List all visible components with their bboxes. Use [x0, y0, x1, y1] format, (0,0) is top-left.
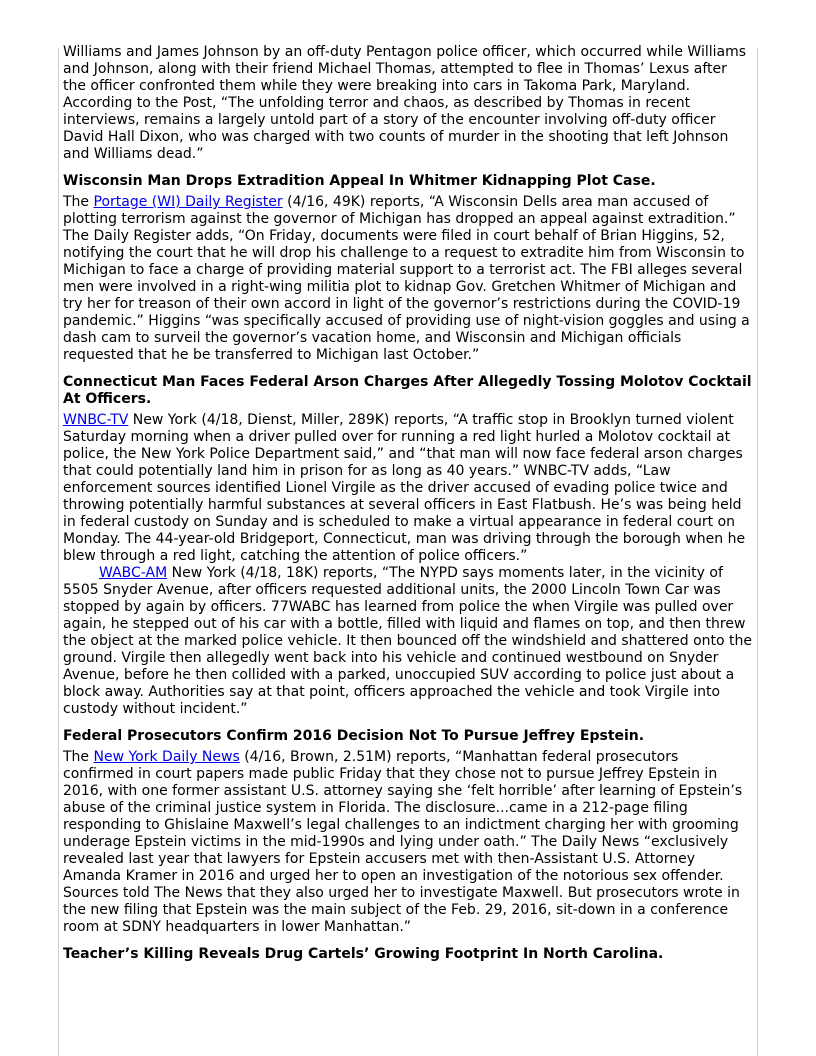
source-link[interactable]: WNBC-TV	[63, 412, 129, 428]
article-headline: Wisconsin Man Drops Extradition Appeal In Whitmer Kidnapping Plot Case.	[63, 173, 656, 189]
body-text: (4/16, 49K) reports, “A Wisconsin Dells area man accused of plotting terrorism against the governor of Michigan has dropped an appeal against extradition.” The Daily Register adds, “On Friday, documents were filed in court behalf of Brian Higgins, 52, notifying the court that he will drop his challenge to a request to extradite him from Wisconsin to Michigan to face a charge of providing material support to a terrorist act. The FBI alleges several men were involved in a right-wing militia plot to kidnap Gov. Gretchen Whitmer of Michigan and try her for treason of their own accord in light of the governor’s restrictions during the COVID-19 pandemic.” Higgins “was specifically accused of providing use of night-vision goggles and using a dash cam to surveil the governor’s vacation home, and Wisconsin and Michigan officials requested that he be transferred to Michigan last October.”	[63, 194, 750, 363]
left-margin-rule	[58, 48, 59, 1056]
lead-text: The	[63, 194, 94, 210]
article-paragraph	[63, 749, 753, 936]
article-headline: Federal Prosecutors Confirm 2016 Decision Not To Pursue Jeffrey Epstein.	[63, 728, 645, 744]
body-text: New York (4/18, Dienst, Miller, 289K) reports, “A traffic stop in Brooklyn turned violent Saturday morning when a driver pulled over for running a red light hurled a Molotov cocktail at police, the New York Police Department said,” and “that man will now face federal arson charges that could potentially land him in prison for as long as 40 years.” WNBC-TV adds, “Law enforcement sources identified Lionel Virgile as the driver accused of evading police twice and throwing potentially harmful substances at several officers in East Flatbush. He’s was being held in federal custody on Sunday and is scheduled to make a virtual appearance in federal court on Monday. The 44-year-old Bridgeport, Connecticut, man was driving through the borough when he blew through a red light, catching the attention of police officers.”	[63, 412, 746, 564]
body-text: New York (4/18, 18K) reports, “The NYPD says moments later, in the vicinity of 5505 Snyder Avenue, after officers requested additional units, the 2000 Lincoln Town Car was stopped by again by officers. 77WABC has learned from police the when Virgile was pulled over again, he stepped out of his car with a bottle, filled with liquid and flames on top, and then threw the object at the marked police vehicle. It then bounced off the windshield and shattered onto the ground. Virgile then allegedly went back into his vehicle and continued westbound on Snyder Avenue, before he then collided with a parked, unoccupied SUV according to police just about a block away. Authorities say at that point, officers approached the vehicle and took Virgile into custody without incident.”	[63, 565, 752, 717]
source-link[interactable]: New York Daily News	[93, 749, 240, 765]
document-page	[63, 44, 753, 967]
source-link[interactable]: WABC-AM	[99, 565, 168, 581]
article-paragraph	[63, 565, 753, 718]
intro-paragraph: Williams and James Johnson by an off-duty Pentagon police officer, which occurred while Williams and Johnson, along with their friend Michael Thomas, attempted to flee in Thomas’ Lexus after the officer confronted them while they were breaking into cars in Takoma Park, Maryland. According to the Post, “The unfolding terror and chaos, as described by Thomas in recent interviews, remains a largely untold part of a story of the encounter involving off-duty officer David Hall Dixon, who was charged with two counts of murder in the shooting that left Johnson and Williams dead.”	[63, 44, 747, 162]
article-headline: Teacher’s Killing Reveals Drug Cartels’ Growing Footprint In North Carolina.	[63, 946, 664, 962]
body-text: (4/16, Brown, 2.51M) reports, “Manhattan federal prosecutors confirmed in court papers made public Friday that they chose not to pursue Jeffrey Epstein in 2016, with one former assistant U.S. attorney saying she ‘felt horrible’ after learning of Epstein’s abuse of the criminal justice system in Florida. The disclosure...came in a 212-page filing responding to Ghislaine Maxwell’s legal challenges to an indictment charging her with grooming underage Epstein victims in the mid-1990s and lying under oath.” The Daily News “exclusively revealed last year that lawyers for Epstein accusers met with then-Assistant U.S. Attorney Amanda Kramer in 2016 and urged her to open an investigation of the notorious sex offender. Sources told The News that they also urged her to investigate Maxwell. But prosecutors wrote in the new filing that Epstein was the main subject of the Feb. 29, 2016, sit-down in a conference room at SDNY headquarters in lower Manhattan.”	[63, 749, 743, 935]
lead-text: The	[63, 749, 94, 765]
article-paragraph	[63, 194, 753, 364]
article-headline: Connecticut Man Faces Federal Arson Charges After Allegedly Tossing Molotov Cocktail At Officers.	[63, 374, 752, 407]
right-margin-rule	[757, 48, 758, 1056]
source-link[interactable]: Portage (WI) Daily Register	[93, 194, 283, 210]
article-paragraph	[63, 412, 753, 565]
